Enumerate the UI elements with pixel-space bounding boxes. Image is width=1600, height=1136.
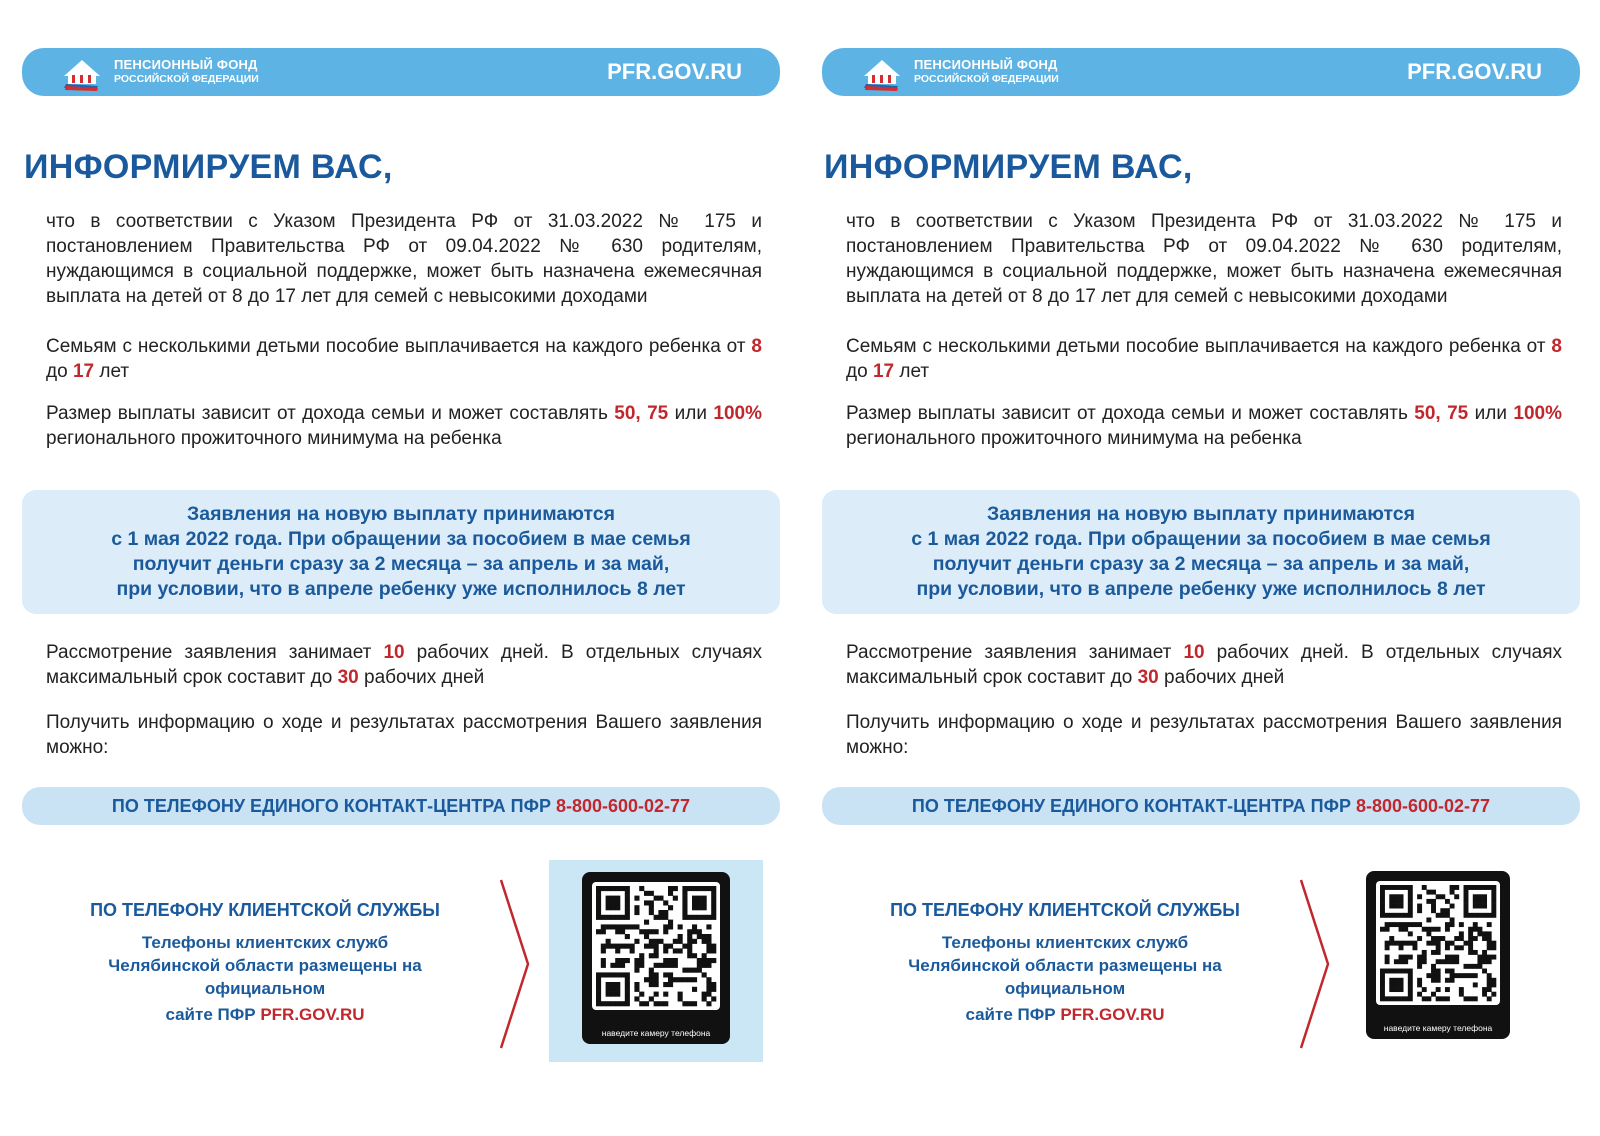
chevron-right-icon bbox=[498, 876, 532, 1052]
notice-line: Заявления на новую выплату принимаются bbox=[187, 503, 615, 525]
header-banner bbox=[822, 48, 1580, 96]
header-site-link[interactable]: PFR.GOV.RU bbox=[1407, 59, 1542, 84]
children-text-c: лет bbox=[894, 361, 930, 382]
intro-paragraph: что в соответствии с Указом Президента РФ от 31.03.2022 № 175 и постановлением Правительства РФ от 09.04.2022 № 630 родителям, нуждающимся в социальной поддержке, может быть назначена ежемесячная выплата на детей от 8 до 17 лет для семей с невысокими доходами bbox=[846, 211, 1562, 307]
info-paragraph: Получить информацию о ходе и результатах рассмотрения Вашего заявления можно: bbox=[46, 712, 762, 758]
client-service-line bbox=[860, 1003, 1270, 1026]
org-name-line2: РОССИЙСКОЙ ФЕДЕРАЦИИ bbox=[914, 73, 1059, 85]
notice-box bbox=[822, 490, 1580, 614]
amount-paragraph bbox=[46, 401, 762, 451]
header-banner bbox=[22, 48, 780, 96]
page-title: ИНФОРМИРУЕМ ВАС, bbox=[24, 148, 393, 186]
client-service-line bbox=[60, 1003, 470, 1026]
notice-box bbox=[22, 490, 780, 614]
contact-center-phone[interactable]: 8-800-600-02-77 bbox=[1355, 796, 1491, 816]
children-text-c: лет bbox=[94, 361, 130, 382]
contact-center-phone[interactable]: 8-800-600-02-77 bbox=[555, 796, 691, 816]
review-days-min: 10 bbox=[383, 642, 405, 663]
client-site-text: сайте ПФР bbox=[165, 1005, 261, 1024]
client-service-line: Челябинской области размещены на bbox=[108, 956, 422, 975]
children-age-max: 17 bbox=[72, 361, 95, 382]
amount-text-a: Размер выплаты зависит от дохода семьи и может составлять bbox=[46, 403, 615, 424]
amount-text-c: регионального прожиточного минимума на ребенка bbox=[846, 428, 1302, 449]
review-days-max: 30 bbox=[337, 667, 359, 688]
pfr-logo-icon bbox=[860, 54, 904, 92]
notice-line: при условии, что в апреле ребенку уже исполнилось 8 лет bbox=[116, 578, 686, 600]
notice-line: получит деньги сразу за 2 месяца – за апрель и за май, bbox=[132, 553, 670, 575]
client-service-line: официальном bbox=[1004, 979, 1126, 998]
chevron-right-icon bbox=[1298, 876, 1332, 1052]
org-name bbox=[914, 57, 1059, 87]
pfr-logo-icon bbox=[60, 54, 104, 92]
review-text-a: Рассмотрение заявления занимает bbox=[46, 642, 384, 663]
qr-caption: наведите камеру телефона bbox=[601, 1028, 711, 1038]
review-text-b: рабочих дней. В отдельных случаях максимальный срок составит до bbox=[846, 642, 1562, 688]
children-age-min: 8 bbox=[1551, 336, 1562, 357]
notice-line: с 1 мая 2022 года. При обращении за пособием в мае семья bbox=[111, 528, 691, 550]
review-text-b: рабочих дней. В отдельных случаях максимальный срок составит до bbox=[46, 642, 762, 688]
children-text-a: Семьям с несколькими детьми пособие выплачивается на каждого ребенка от bbox=[846, 336, 1552, 357]
review-paragraph bbox=[846, 640, 1562, 690]
notice-line: с 1 мая 2022 года. При обращении за пособием в мае семья bbox=[911, 528, 1491, 550]
client-service-heading: ПО ТЕЛЕФОНУ КЛИЕНТСКОЙ СЛУЖБЫ bbox=[90, 900, 440, 920]
notice-line: при условии, что в апреле ребенку уже исполнилось 8 лет bbox=[916, 578, 1486, 600]
qr-card[interactable] bbox=[582, 872, 730, 1044]
client-service-block bbox=[60, 900, 470, 1026]
qr-code-icon bbox=[1376, 881, 1500, 1005]
client-service-line: официальном bbox=[204, 979, 326, 998]
client-service-line: Челябинской области размещены на bbox=[908, 956, 1222, 975]
client-service-line: Телефоны клиентских служб bbox=[941, 933, 1189, 952]
org-name-line1: ПЕНСИОННЫЙ ФОНД bbox=[914, 57, 1058, 72]
qr-card[interactable] bbox=[1366, 871, 1510, 1039]
review-text-a: Рассмотрение заявления занимает bbox=[846, 642, 1184, 663]
review-days-min: 10 bbox=[1183, 642, 1205, 663]
amount-text-b: или bbox=[1468, 403, 1514, 424]
contact-center-bar bbox=[22, 787, 780, 825]
info-paragraph: Получить информацию о ходе и результатах рассмотрения Вашего заявления можно: bbox=[846, 712, 1562, 758]
notice-line: получит деньги сразу за 2 месяца – за апрель и за май, bbox=[932, 553, 1470, 575]
page-title: ИНФОРМИРУЕМ ВАС, bbox=[824, 148, 1193, 186]
amount-text-a: Размер выплаты зависит от дохода семьи и может составлять bbox=[846, 403, 1415, 424]
client-site-text: сайте ПФР bbox=[965, 1005, 1061, 1024]
children-age-max: 17 bbox=[872, 361, 895, 382]
client-service-heading: ПО ТЕЛЕФОНУ КЛИЕНТСКОЙ СЛУЖБЫ bbox=[890, 900, 1240, 920]
intro-paragraph: что в соответствии с Указом Президента РФ от 31.03.2022 № 175 и постановлением Правительства РФ от 09.04.2022 № 630 родителям, нуждающимся в социальной поддержке, может быть назначена ежемесячная выплата на детей от 8 до 17 лет для семей с невысокими доходами bbox=[46, 211, 762, 307]
notice-line: Заявления на новую выплату принимаются bbox=[987, 503, 1415, 525]
amount-text-b: или bbox=[668, 403, 714, 424]
client-service-line: Телефоны клиентских служб bbox=[141, 933, 389, 952]
children-text-b: до bbox=[846, 361, 873, 382]
review-paragraph bbox=[46, 640, 762, 690]
children-text-b: до bbox=[46, 361, 73, 382]
amount-percent-a: 50, 75 bbox=[614, 403, 669, 424]
client-service-block bbox=[860, 900, 1270, 1026]
amount-percent-b: 100% bbox=[713, 403, 763, 424]
contact-center-label: ПО ТЕЛЕФОНУ ЕДИНОГО КОНТАКТ-ЦЕНТРА ПФР bbox=[911, 796, 1356, 816]
review-text-c: рабочих дней bbox=[1158, 667, 1285, 688]
qr-caption: наведите камеру телефона bbox=[1383, 1023, 1493, 1033]
qr-code-icon bbox=[592, 882, 720, 1010]
children-paragraph bbox=[846, 334, 1562, 384]
children-paragraph bbox=[46, 334, 762, 384]
client-site-link[interactable]: PFR.GOV.RU bbox=[1060, 1005, 1165, 1024]
header-site-link[interactable]: PFR.GOV.RU bbox=[607, 59, 742, 84]
review-days-max: 30 bbox=[1137, 667, 1159, 688]
amount-percent-a: 50, 75 bbox=[1414, 403, 1469, 424]
flyer-left bbox=[0, 0, 780, 1136]
children-text-a: Семьям с несколькими детьми пособие выплачивается на каждого ребенка от bbox=[46, 336, 752, 357]
contact-center-bar bbox=[822, 787, 1580, 825]
amount-text-c: регионального прожиточного минимума на ребенка bbox=[46, 428, 502, 449]
children-age-min: 8 bbox=[751, 336, 762, 357]
amount-paragraph bbox=[846, 401, 1562, 451]
contact-center-label: ПО ТЕЛЕФОНУ ЕДИНОГО КОНТАКТ-ЦЕНТРА ПФР bbox=[111, 796, 556, 816]
client-site-link[interactable]: PFR.GOV.RU bbox=[260, 1005, 365, 1024]
org-name-line2: РОССИЙСКОЙ ФЕДЕРАЦИИ bbox=[114, 73, 259, 85]
org-name-line1: ПЕНСИОННЫЙ ФОНД bbox=[114, 57, 258, 72]
review-text-c: рабочих дней bbox=[358, 667, 485, 688]
amount-percent-b: 100% bbox=[1513, 403, 1563, 424]
org-name bbox=[114, 57, 259, 87]
flyer-right bbox=[800, 0, 1580, 1136]
